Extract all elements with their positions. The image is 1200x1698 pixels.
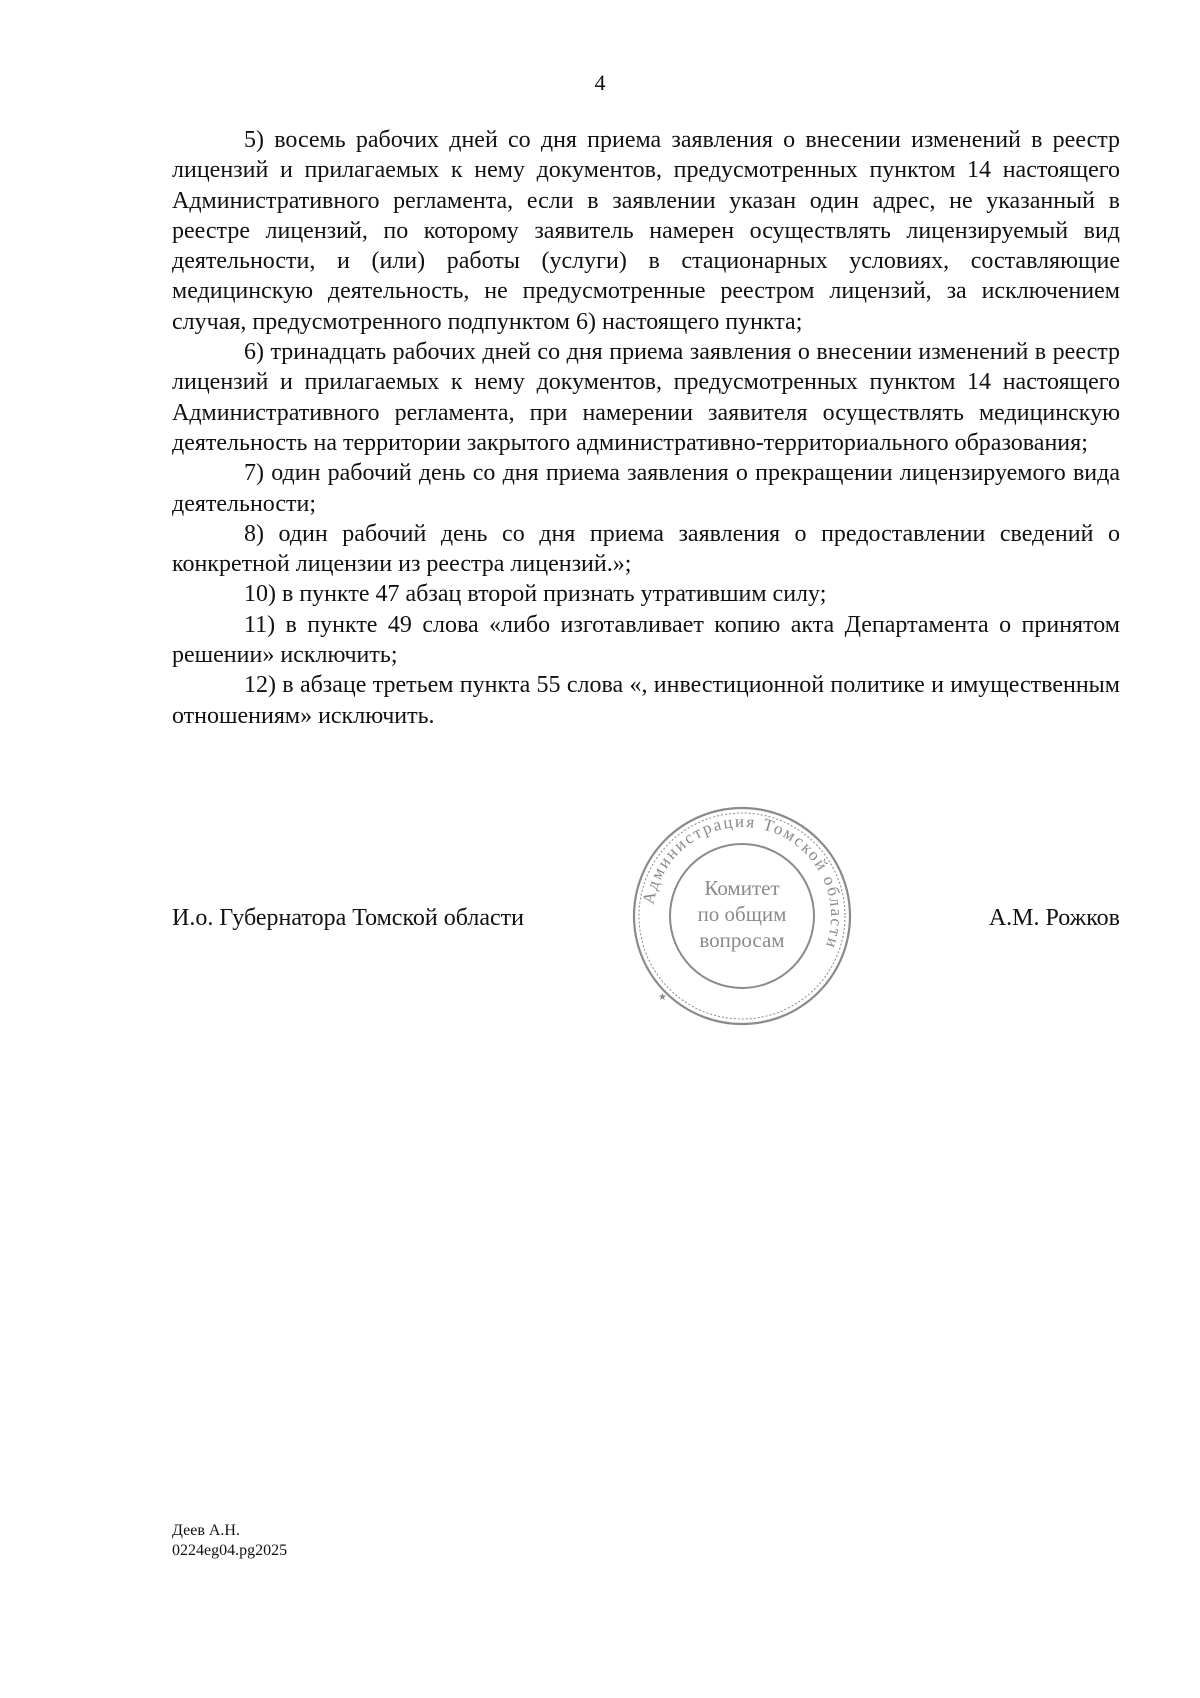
document-code: 0224eg04.pg2025 <box>172 1542 288 1559</box>
executor-name: Деев А.Н. <box>172 1522 240 1539</box>
paragraph-item-6: 6) тринадцать рабочих дней со дня приема заявления о внесении изменений в реестр лицензий и прилагаемых к нему документов, предусмотренных пунктом 14 настоящего Административного регламента, при намерении заявителя осуществлять медицинскую деятельность на территории закрытого административно-территориального образования; <box>172 339 1120 456</box>
stamp-center-line-3: вопросам <box>699 928 785 952</box>
paragraph-item-11: 11) в пункте 49 слова «либо изготавливает копию акта Департамента о принятом решении» исключить; <box>172 611 1120 669</box>
signatory-name: А.М. Рожков <box>988 905 1120 931</box>
paragraph-item-5: 5) восемь рабочих дней со дня приема заявления о внесении изменений в реестр лицензий и прилагаемых к нему документов, предусмотренных пунктом 14 настоящего Административного регламента, если в заявлении указан один адрес, не указанный в реестре лицензий, по которому заявитель намерен осуществлять лицензируемый вид деятельности, и (или) работы (услуги) в стационарных условиях, составляющие медицинскую деятельность, не предусмотренные реестром лицензий, за исключением случая, предусмотренного подпунктом 6) настоящего пункта; <box>172 127 1120 335</box>
paragraph-item-10: 10) в пункте 47 абзац второй признать утратившим силу; <box>244 581 827 608</box>
stamp-center-line-1: Комитет <box>704 876 780 900</box>
page-number: 4 <box>594 70 606 95</box>
paragraph-item-12: 12) в абзаце третьем пункта 55 слова «, инвестиционной политике и имущественным отношениям» исключить. <box>172 672 1120 729</box>
paragraph-item-7: 7) один рабочий день со дня приема заявления о прекращении лицензируемого вида деятельности; <box>172 460 1120 517</box>
document-body <box>172 125 1120 731</box>
signatory-position: И.о. Губернатора Томской области <box>172 905 524 931</box>
official-seal-stamp <box>628 802 856 1030</box>
stamp-ring-text: Администрация Томской области <box>638 811 847 953</box>
stamp-star-icon: ★ <box>658 992 667 1003</box>
paragraph-item-8: 8) один рабочий день со дня приема заявления о предоставлении сведений о конкретной лицензии из реестра лицензий.»; <box>172 520 1120 578</box>
executor-footer <box>172 1521 287 1561</box>
stamp-center-line-2: по общим <box>697 902 787 926</box>
